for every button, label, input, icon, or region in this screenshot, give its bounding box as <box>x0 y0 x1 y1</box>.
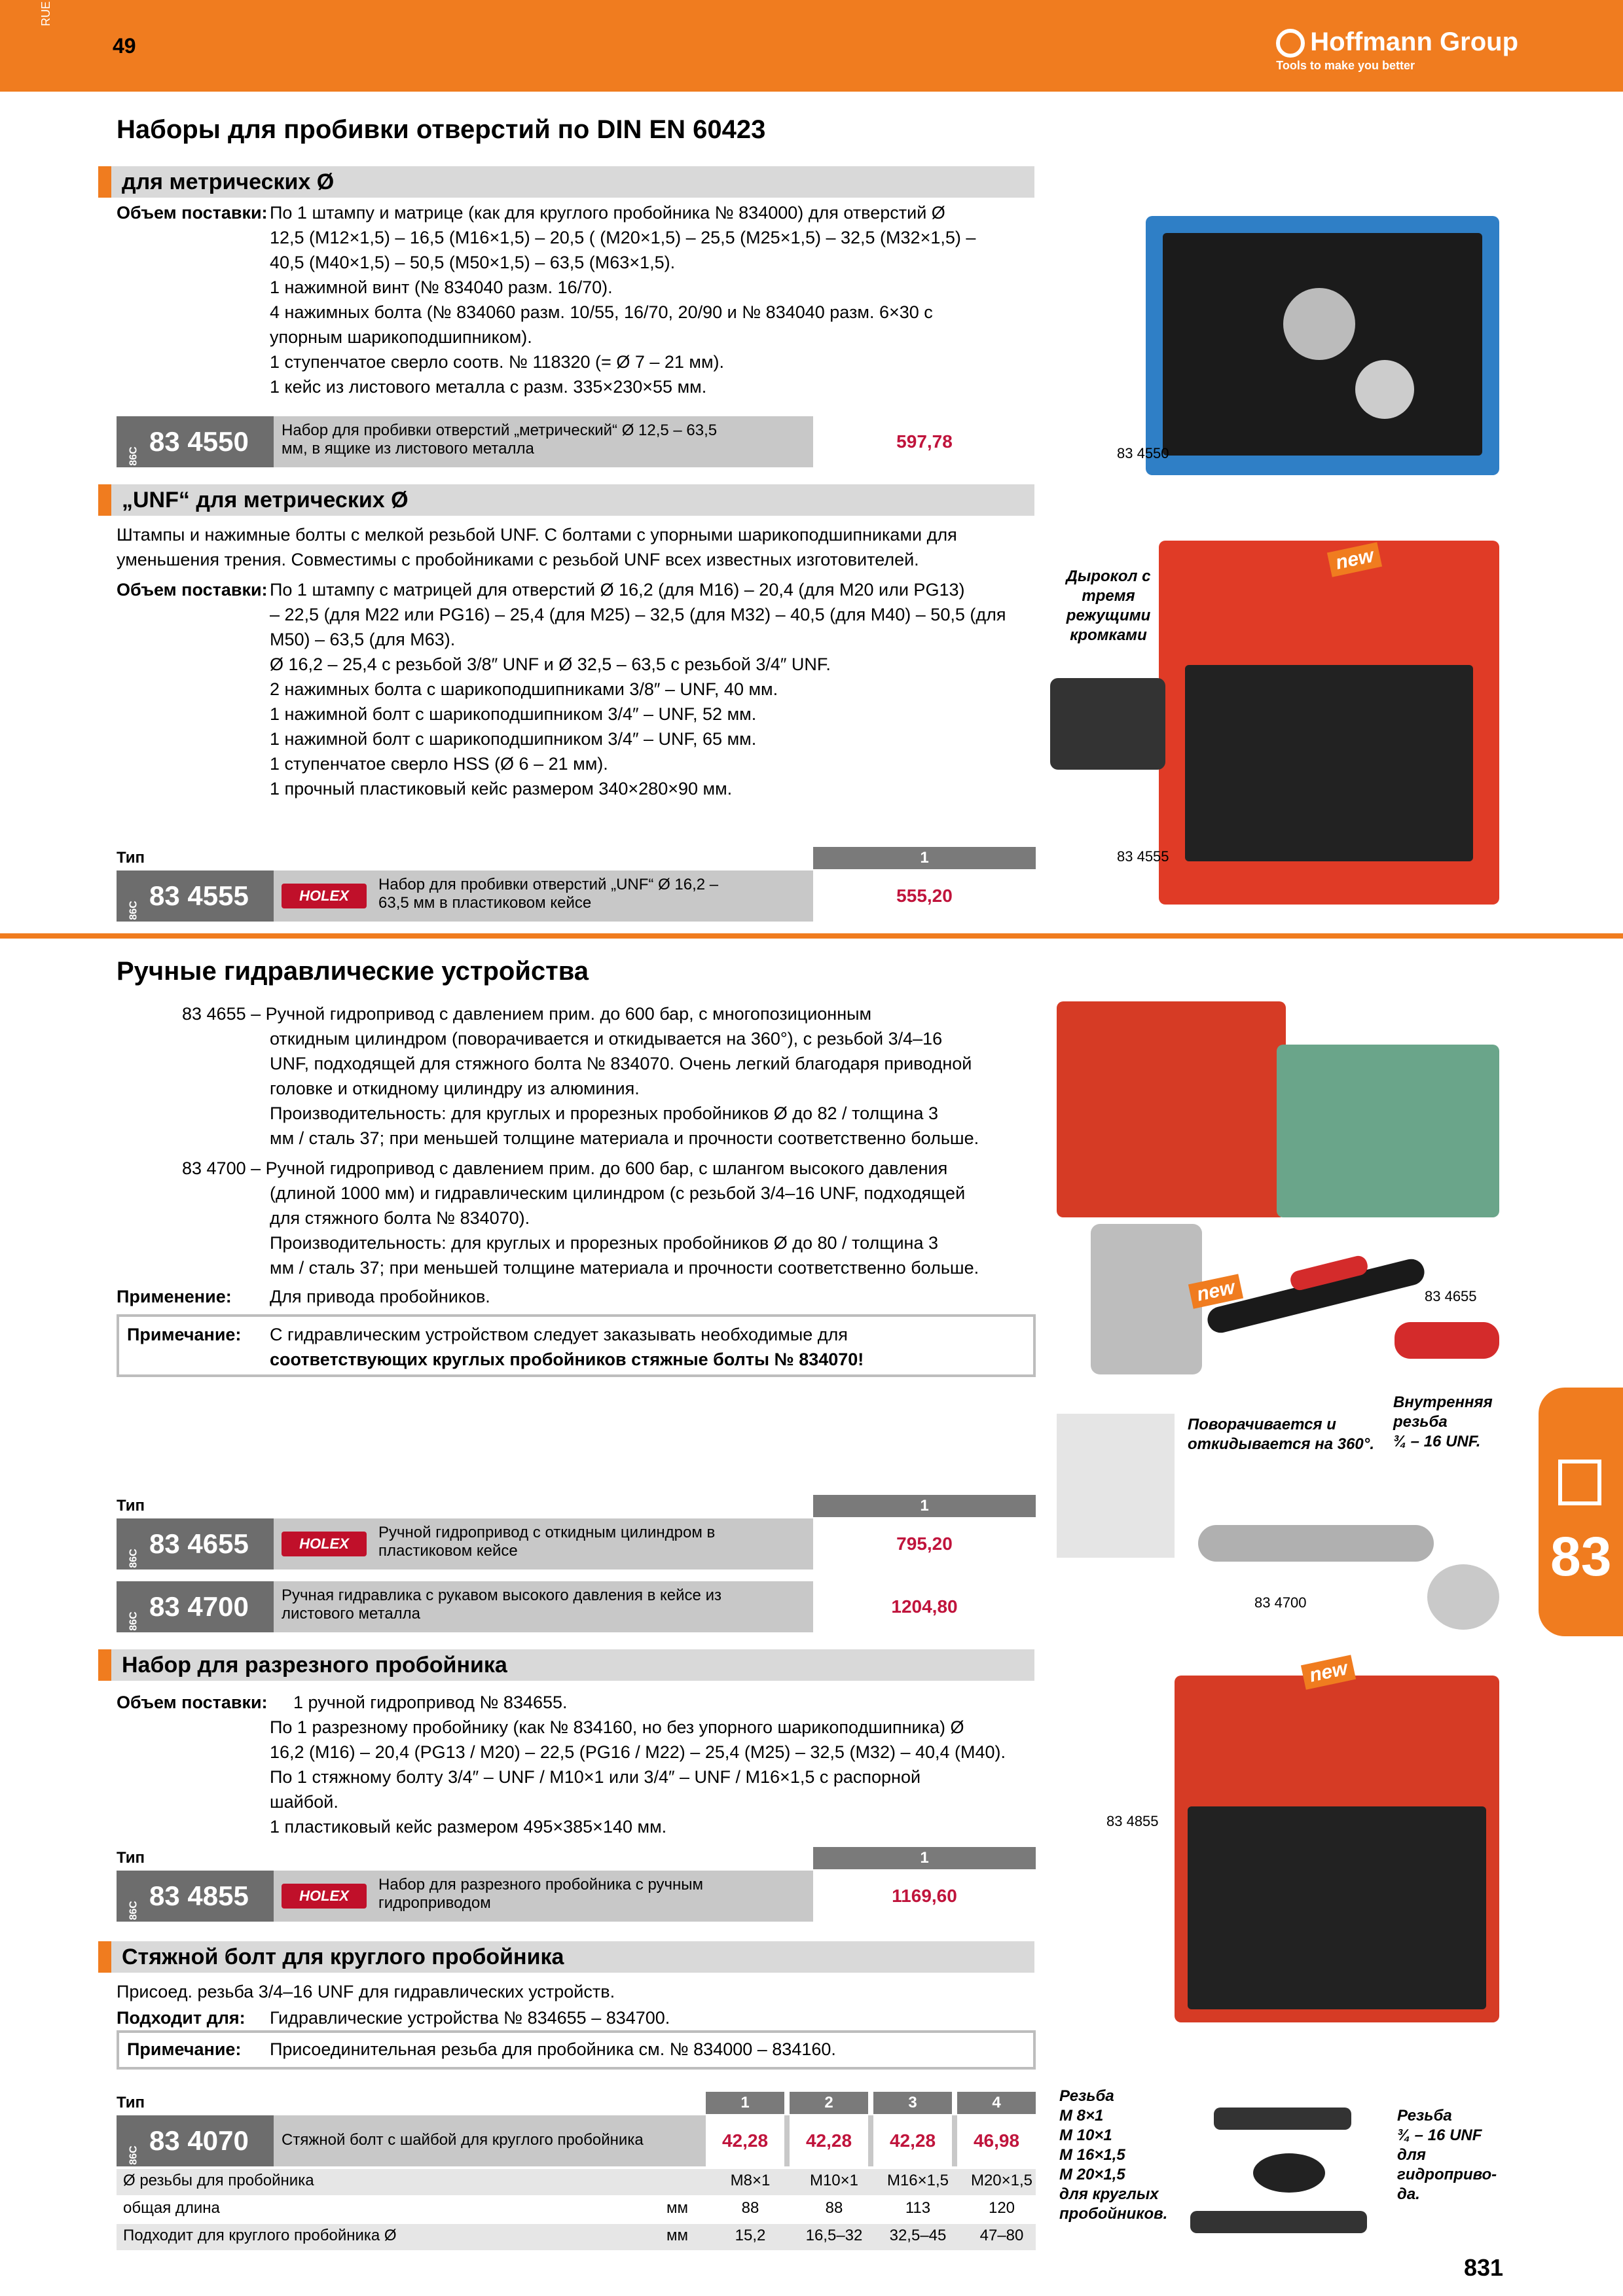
product-row-834550[interactable] <box>117 416 1036 467</box>
photo-caption: 83 4550 <box>1117 445 1169 461</box>
pump-grip2-photo <box>1395 1322 1499 1359</box>
use-text: Для привода пробойников. <box>270 1287 490 1306</box>
rue-label: RUE <box>39 1 52 26</box>
punch-icon <box>1050 678 1165 770</box>
unf-intro: Штампы и нажимные болты с мелкой резьбой UNF. С болтами с упорными шарикоподшипниками для уменьшения трения. Совместимы с пробойниками с резьбой UNF всех известных изготовителей. <box>117 525 957 569</box>
thread-text: Присоед. резьба 3/4–16 UNF для гидравлических устройств. <box>117 1982 615 2001</box>
type-header: Тип 1 <box>117 847 1036 869</box>
product-row-834655[interactable] <box>117 1518 1036 1570</box>
price-col-1: 42,28 <box>706 2115 784 2166</box>
scope-text-4: 1 ручной гидропривод № 834655. По 1 разрезному пробойнику (как № 834160, но без упорного шарикоподшипника) Ø 16,2 (M16) – 20,4 (PG13 / M20) – 22,5 (PG16 / M22) – 25,4 (M25) – 32,5 (M32) – 40,4 (M40). По 1 стяжному болту 3/4″ – UNF / M10×1 или 3/4″ – UNF / M16×1,5 с распорной шайбой. 1 пластиковый кейс размером 495×385×140 мм. <box>270 1693 1006 1837</box>
product-code: 86C 83 4070 <box>117 2115 274 2166</box>
holex-logo: HOLEX <box>282 884 367 908</box>
type-header: Тип 1 <box>117 1847 1036 1869</box>
product-photo-834555 <box>1159 541 1499 905</box>
thread-callout: Внутренняя резьба ¾ – 16 UNF. <box>1393 1393 1493 1450</box>
section-unf-heading: „UNF“ для метрических Ø <box>98 484 1034 516</box>
product-desc: Набор для пробивки отверстий „метрический“ Ø 12,5 – 63,5 мм, в ящике из листового металла <box>282 422 718 457</box>
product-code: 86C 83 4700 <box>117 1581 274 1632</box>
scope-label: Объем поставки: <box>117 580 268 600</box>
product-desc: Ручной гидропривод с откидным цилиндром в пластиковом кейсе <box>378 1524 716 1560</box>
bolt-left-callout: Резьба M 8×1 M 10×1 M 16×1,5 M 20×1,5 для круглых пробойников. <box>1059 2087 1168 2223</box>
punch-callout: Дырокол с тремя режущими кромками <box>1066 567 1151 644</box>
product-row-834700[interactable] <box>117 1581 1036 1632</box>
column-headers: 1 2 3 4 <box>706 2092 1036 2114</box>
hydraulics-title: Ручные гидравлические устройства <box>117 957 589 986</box>
product-desc: Набор для пробивки отверстий „UNF“ Ø 16,2 – 63,5 мм в пластиковом кейсе <box>378 876 719 912</box>
type-header: Тип 1 <box>117 1495 1036 1517</box>
bolt-photo-2 <box>1190 2211 1367 2233</box>
product-row-834555[interactable] <box>117 870 1036 922</box>
section-split-punch-heading: Набор для разрезного пробойника <box>98 1649 1034 1681</box>
note-box: Примечание: Присоединительная резьба для пробойника см. № 834000 – 834160. <box>117 2030 1036 2070</box>
fit-label: Подходит для: <box>117 2008 246 2028</box>
product-code: 86C 83 4550 <box>117 416 274 467</box>
product-price: 795,20 <box>813 1518 1036 1570</box>
table-row: Ø резьбы для пробойника M8×1 M10×1 M16×1,5 M20×1,5 <box>117 2169 1036 2195</box>
bolt-right-callout: Резьба ¾ – 16 UNF для гидроприво- да. <box>1397 2107 1497 2203</box>
product-row-834855[interactable] <box>117 1871 1036 1922</box>
price-col-3: 42,28 <box>873 2115 952 2166</box>
punch-tool-icon <box>1558 1460 1601 1505</box>
photo-caption: 83 4555 <box>1117 848 1169 865</box>
scope-text-2: По 1 штампу с матрицей для отверстий Ø 16,2 (для M16) – 20,4 (для M20 или PG13) – 22,5 (для M22 или PG16) – 25,4 (для M25) – 32,5 (для M32) – 40,5 (для M40) – 50,5 (для M50) – 63,5 (для M63). Ø 16,2 – 25,4 с резьбой 3/8″ UNF и Ø 32,5 – 63,5 с резьбой 3/4″ UNF. 2 нажимных болта с шарикоподшипниками 3/8″ – UNF, 40 мм. 1 нажимной болт с шарикоподшипником 3/4″ – UNF, 52 мм. 1 нажимной болт с шарикоподшипником 3/4″ – UNF, 65 мм. 1 ступенчатое сверло HSS (Ø 6 – 21 мм). 1 прочный пластиковый кейс размером 340×280×90 мм. <box>270 580 1006 798</box>
product-photo-834550 <box>1146 216 1499 475</box>
brand-tagline: Tools to make you better <box>1276 59 1415 73</box>
price-col-2: 42,28 <box>790 2115 868 2166</box>
hydraulics-834655-text: 83 4655 – Ручной гидропривод с давлением прим. до 600 бар, с многопозиционным откидным цилиндром (поворачивается и откидывается на 360°), с резьбой 3/4–16 UNF, подходящей для стяжного болта № 834070. Очень легкий благодаря приводной головке и откидному цилиндру из алюминия. Производительность: для круглых и прорезных пробойников Ø до 82 / толщина 3 мм / сталь 37; при меньшей толщине материала и прочности соответственно больше. <box>182 1004 979 1148</box>
product-desc: Набор для разрезного пробойника с ручным гидроприводом <box>378 1876 704 1912</box>
new-badge: new <box>1327 542 1383 577</box>
product-price: 1169,60 <box>813 1871 1036 1922</box>
product-photo-834855 <box>1175 1676 1499 2022</box>
case-photo-834700 <box>1277 1045 1499 1217</box>
section-metric-heading: для метрических Ø <box>98 166 1034 198</box>
product-row-834070[interactable] <box>117 2115 1036 2166</box>
brand-logo: Hoffmann Group Tools to make you better <box>1276 27 1518 73</box>
chapter-tab[interactable]: 83 <box>1539 1388 1623 1636</box>
use-label: Применение: <box>117 1287 232 1306</box>
page-number-left: 49 <box>113 34 136 58</box>
bolt-photo-1 <box>1214 2108 1351 2130</box>
product-price: 1204,80 <box>813 1581 1036 1632</box>
case-photo-834655 <box>1057 1001 1286 1217</box>
product-price: 555,20 <box>813 870 1036 922</box>
holex-logo: HOLEX <box>282 1532 367 1556</box>
section-draw-bolt-heading: Стяжной болт для круглого пробойника <box>98 1941 1034 1973</box>
scope-label: Объем поставки: <box>117 1693 268 1712</box>
product-code: 86C 83 4555 <box>117 870 274 922</box>
type-header: Тип 1 2 3 4 <box>117 2092 1036 2114</box>
rotation-callout: Поворачивается и откидывается на 360°. <box>1188 1416 1375 1453</box>
product-desc: Стяжной болт с шайбой для круглого пробойника <box>282 2131 644 2149</box>
product-price: 597,78 <box>813 416 1036 467</box>
cylinder-photo <box>1091 1224 1202 1374</box>
scope-label: Объем поставки: <box>117 203 268 223</box>
hydraulic-cylinder-photo <box>1198 1525 1434 1562</box>
holex-logo: HOLEX <box>282 1884 367 1909</box>
photo-caption: 83 4655 <box>1425 1288 1477 1304</box>
price-col-4: 46,98 <box>957 2115 1036 2166</box>
page-title: Наборы для пробивки отверстий по DIN EN 60423 <box>117 115 766 144</box>
fit-text: Гидравлические устройства № 834655 – 834700. <box>270 2008 670 2028</box>
photo-caption: 83 4700 <box>1254 1594 1307 1611</box>
rotation-detail-photo <box>1057 1414 1175 1558</box>
hydraulics-834700-text: 83 4700 – Ручной гидропривод с давлением прим. до 600 бар, с шлангом высокого давления (длиной 1000 мм) и гидравлическим цилиндром (с резьбой 3/4–16 UNF, подходящей для стяжного болта № 834070). Производительность: для круглых и прорезных пробойников Ø до 80 / толщина 3 мм / сталь 37; при меньшей толщине материала и прочности соответственно больше. <box>182 1158 979 1278</box>
product-code: 86C 83 4655 <box>117 1518 274 1570</box>
logo-icon <box>1276 29 1305 58</box>
new-badge: new <box>1188 1274 1244 1308</box>
photo-caption: 83 4855 <box>1106 1813 1159 1829</box>
note-box: Примечание: С гидравлическим устройством следует заказывать необходимые для соответствующих круглых пробойников стяжные болты № 834070! <box>117 1314 1036 1377</box>
product-code: 86C 83 4855 <box>117 1871 274 1922</box>
washer-photo <box>1253 2153 1325 2193</box>
new-badge: new <box>1301 1655 1357 1689</box>
scope-text-1: По 1 штампу и матрице (как для круглого пробойника № 834000) для отверстий Ø 12,5 (M12×1,5) – 16,5 (M16×1,5) – 20,5 ( (M20×1,5) – 25,5 (M25×1,5) – 32,5 (M32×1,5) – 40,5 (M40×1,5) – 50,5 (M50×1,5) – 63,5 (M63×1,5). 1 нажимной винт (№ 834040 разм. 16/70). 4 нажимных болта (№ 834060 разм. 10/55, 16/70, 20/90 и № 834040 разм. 6×30 с упорным шарикоподшипником). 1 ступенчатое сверло соотв. № 118320 (= Ø 7 – 21 мм). 1 кейс из листового металла с разм. 335×230×55 мм. <box>270 203 976 397</box>
product-desc: Ручная гидравлика с рукавом высокого давления в кейсе из листового металла <box>282 1587 721 1623</box>
hydraulic-head-photo <box>1427 1564 1499 1630</box>
page-number-right: 831 <box>1464 2254 1504 2281</box>
section-divider <box>0 933 1623 939</box>
table-row: Подходит для круглого пробойника Ø мм 15,2 16,5–32 32,5–45 47–80 <box>117 2224 1036 2250</box>
table-row: общая длина мм 88 88 113 120 <box>117 2197 1036 2223</box>
